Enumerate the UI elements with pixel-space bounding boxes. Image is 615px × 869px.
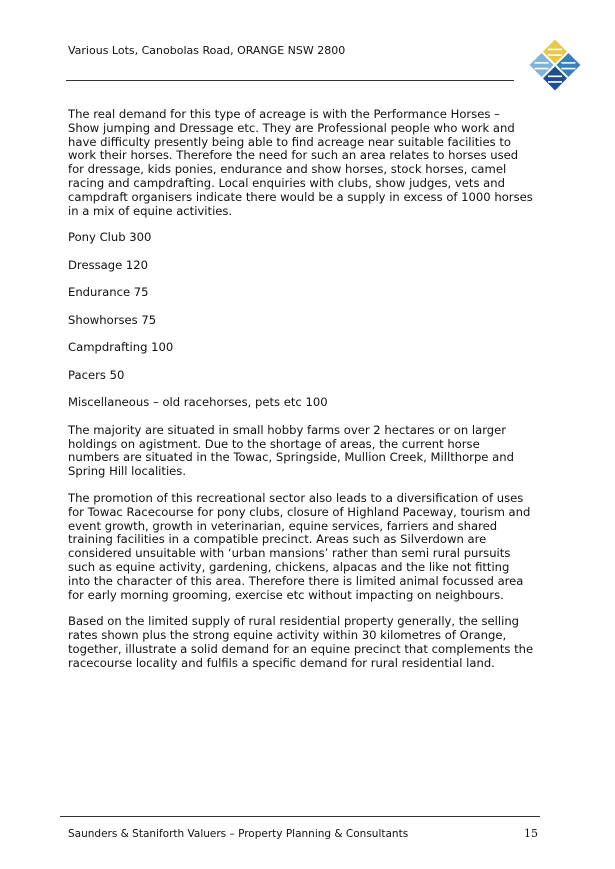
- header-divider: [66, 80, 514, 81]
- footer-firm-name: Saunders & Staniforth Valuers – Property Planning & Consultants: [68, 828, 409, 840]
- list-item-miscellaneous: Miscellaneous – old racehorses, pets etc 100: [68, 395, 328, 410]
- list-item-pony-club: Pony Club 300: [68, 230, 152, 245]
- promotion-paragraph: The promotion of this recreational sector also leads to a diversification of uses for Towac Racecourse for pony clubs, closure of Highland Paceway, tourism and event growth, growth in veterinarian, equine services, farriers and shared training facilities in a compatible precinct. Areas such as Silverdown are considered unsuitable with ‘urban mansions’ rather than semi rural pursuits such as equine activity, gardening, chickens, alpacas and the like not fitting into the character of this area. Therefore there is limited animal focussed area for early morning grooming, exercise etc without impacting on neighbours.: [68, 490, 531, 602]
- footer-divider: [60, 816, 540, 817]
- list-item-dressage: Dressage 120: [68, 257, 149, 272]
- majority-paragraph: The majority are situated in small hobby farms over 2 hectares or on larger holdings on agistment. Due to the shortage of areas, the current horse numbers are situated in the Towac, Springside, Mullion Creek, Millthorpe and Spring Hill localities.: [68, 422, 514, 479]
- conclusion-paragraph: Based on the limited supply of rural residential property generally, the selling rates shown plus the strong equine activity within 30 kilometres of Orange, together, illustrate a solid demand for an equine precinct that complements the racecourse locality and fulfils a specific demand for rural residential land.: [68, 614, 534, 670]
- list-item-campdrafting: Campdrafting 100: [68, 340, 174, 355]
- list-item-showhorses: Showhorses 75: [68, 312, 157, 327]
- page-number: 15: [524, 827, 538, 840]
- header-address: Various Lots, Canobolas Road, ORANGE NSW 2800: [68, 44, 346, 57]
- list-item-endurance: Endurance 75: [68, 285, 149, 300]
- intro-paragraph: The real demand for this type of acreage is with the Performance Horses – Show jumping and Dressage etc. They are Professional people who work and have difficulty presently being able to find acreage near suitable facilities to work their horses. Therefore the need for such an area relates to horses used for dressage, kids ponies, endurance and show horses, stock horses, camel racing and campdrafting. Local enquiries with clubs, show judges, vets and campdraft organisers indicate there would be a supply in excess of 1000 horses in a mix of equine activities.: [68, 107, 533, 218]
- document-body: [68, 108, 534, 684]
- company-logo: [527, 37, 583, 93]
- list-item-pacers: Pacers 50: [68, 367, 125, 382]
